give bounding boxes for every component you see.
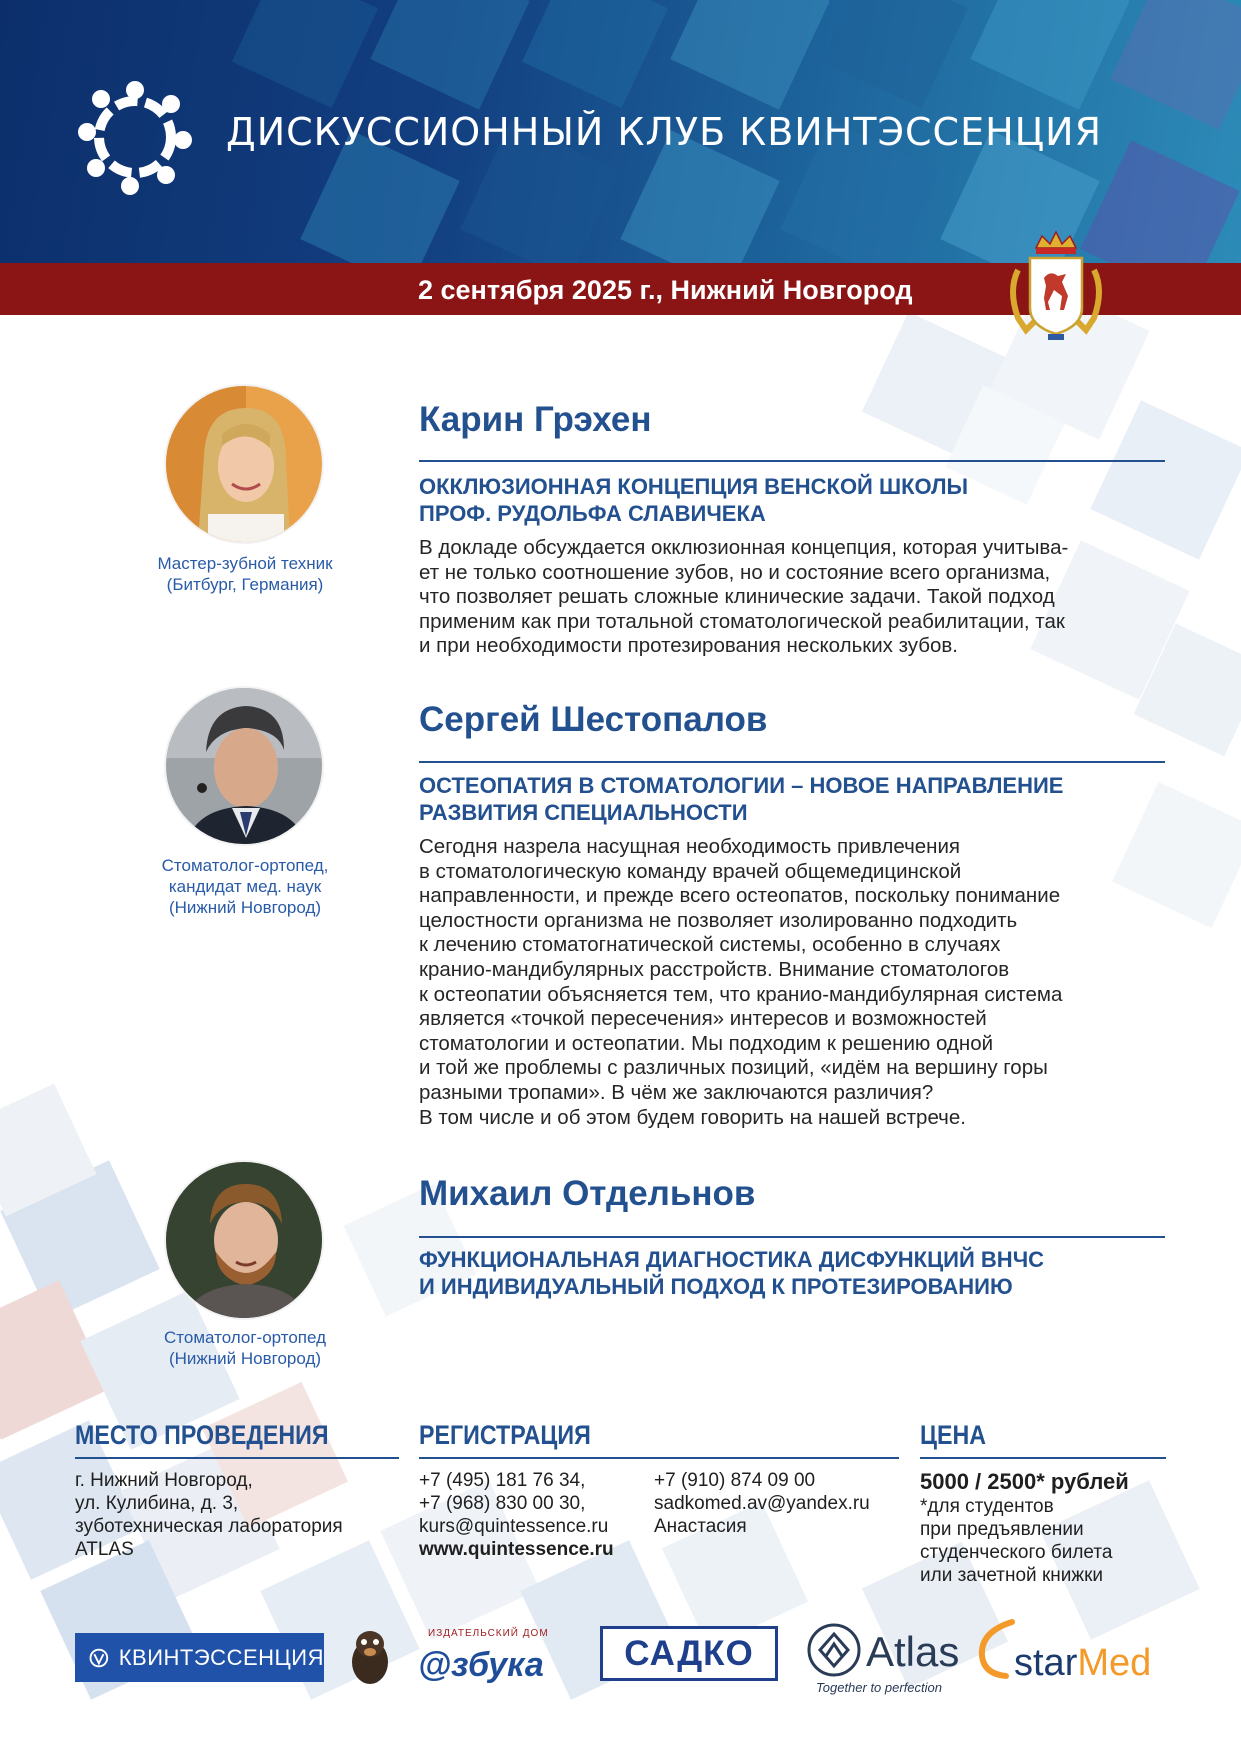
starmed-swoosh-icon xyxy=(972,1618,1020,1684)
price-divider xyxy=(920,1457,1166,1459)
talk-title-line: ФУНКЦИОНАЛЬНАЯ ДИАГНОСТИКА ДИСФУНКЦИЙ ВНЧС xyxy=(419,1247,1045,1272)
abstract-line: направленности, и прежде всего остеопатов, поскольку понимание xyxy=(419,884,1061,908)
speaker-role-line: (Нижний Новгород) xyxy=(168,898,322,917)
atlas-mark-icon xyxy=(806,1622,862,1678)
abstract-line: В докладе обсуждается окклюзионная концепция, которая учитыва- xyxy=(419,536,1069,559)
abstract-line: Сегодня назрела насущная необходимость привлечения xyxy=(419,835,961,858)
venue-line: зуботехническая лаборатория xyxy=(75,1516,343,1537)
speaker-role-2 xyxy=(120,855,370,918)
club-logo-icon xyxy=(74,76,196,198)
talk-title-line: ПРОФ. РУДОЛЬФА СЛАВИЧЕКА xyxy=(419,501,766,526)
speaker-name-1: Карин Грэхен xyxy=(419,400,652,439)
venue-line: г. Нижний Новгород, xyxy=(75,1470,253,1491)
speaker-divider-1 xyxy=(419,460,1165,462)
talk-title-line: РАЗВИТИЯ СПЕЦИАЛЬНОСТИ xyxy=(419,800,748,825)
starmed-star-text: star xyxy=(1014,1642,1078,1684)
abstract-line: что позволяет решать сложные клинические задачи. Такой подход xyxy=(419,585,1055,609)
venue-divider xyxy=(75,1457,399,1459)
speaker-role-line: Стоматолог-ортопед, xyxy=(161,856,329,875)
talk-title-line: И ИНДИВИДУАЛЬНЫЙ ПОДХОД К ПРОТЕЗИРОВАНИЮ xyxy=(419,1274,1013,1299)
price-details xyxy=(920,1469,1129,1587)
abstract-line: стоматологии и остеопатии. Мы подходим к решению одной xyxy=(419,1031,994,1055)
speaker-divider-2 xyxy=(419,761,1165,763)
abstract-line: к лечению стоматогнатической системы, особенно в случаях xyxy=(419,933,1001,957)
event-date-location: 2 сентября 2025 г., Нижний Новгород xyxy=(418,275,913,305)
quintessence-mark-icon xyxy=(89,1645,109,1671)
speaker-role-line: (Нижний Новгород) xyxy=(168,1349,322,1368)
starmed-logo-text xyxy=(1014,1642,1151,1685)
abstract-line: и той же проблемы с различных позиций, «идём на вершину горы xyxy=(419,1056,1048,1080)
club-title: ДИСКУССИОННЫЙ КЛУБ КВИНТЭССЕНЦИЯ xyxy=(226,110,1102,154)
venue-line: ул. Кулибина, д. 3, xyxy=(75,1493,239,1514)
talk-title-line: ОСТЕОПАТИЯ В СТОМАТОЛОГИИ – НОВОЕ НАПРАВЛЕНИЕ xyxy=(419,773,1064,798)
speaker-role-1 xyxy=(120,553,370,595)
header-banner xyxy=(0,0,1241,263)
abstract-line: ет не только соотношение зубов, но и состояние всего организма, xyxy=(419,560,1051,584)
atlas-logo xyxy=(804,1620,964,1696)
talk-title-line: ОККЛЮЗИОННАЯ КОНЦЕПЦИЯ ВЕНСКОЙ ШКОЛЫ xyxy=(419,474,969,499)
speaker-divider-3 xyxy=(419,1236,1165,1238)
contact-person: Анастасия xyxy=(654,1516,747,1537)
starmed-logo xyxy=(972,1618,1172,1684)
registration-contacts-2 xyxy=(654,1469,870,1538)
abstract-line: в стоматологическую команду врачей общемедицинской xyxy=(419,859,962,883)
speaker-photo-1 xyxy=(166,386,322,542)
registration-contacts-1 xyxy=(419,1469,614,1561)
talk-title-3 xyxy=(419,1246,1165,1300)
quintessence-logo xyxy=(75,1633,324,1682)
quintessence-logo-text: КВИНТЭССЕНЦИЯ xyxy=(118,1644,324,1670)
speaker-photo-2 xyxy=(166,688,322,844)
nizhny-novgorod-coat-of-arms-icon xyxy=(1006,230,1106,346)
speaker-role-line: (Битбург, Германия) xyxy=(166,575,324,594)
talk-title-1 xyxy=(419,473,1165,527)
price-amount: 5000 / 2500* рублей xyxy=(920,1469,1129,1494)
website-link[interactable]: www.quintessence.ru xyxy=(419,1539,614,1560)
speaker-role-line: Мастер-зубной техник xyxy=(157,554,333,573)
abstract-line: кранио-мандибулярных расстройств. Внимание стоматологов xyxy=(419,957,1010,981)
venue-line: ATLAS xyxy=(75,1539,134,1560)
atlas-tagline: Together to perfection xyxy=(816,1680,942,1695)
azbuka-logo xyxy=(340,1622,580,1692)
price-note-line: *для студентов xyxy=(920,1496,1054,1517)
abstract-line: разными тропами». В чём же заключаются различия? xyxy=(419,1080,934,1104)
speaker-name-3: Михаил Отдельнов xyxy=(419,1174,756,1213)
abstract-line: целостности организма не позволяет изолированно подходить xyxy=(419,908,1018,932)
atlas-logo-text: Atlas xyxy=(866,1628,960,1675)
sadko-logo: САДКО xyxy=(600,1626,778,1681)
speaker-role-3 xyxy=(120,1327,370,1369)
price-note-line: студенческого билета xyxy=(920,1542,1113,1563)
phone-number[interactable]: +7 (910) 874 09 00 xyxy=(654,1470,816,1491)
email-link[interactable]: sadkomed.av@yandex.ru xyxy=(654,1493,870,1514)
speaker-photo-3 xyxy=(166,1162,322,1318)
registration-divider xyxy=(419,1457,899,1459)
talk-title-2 xyxy=(419,772,1165,826)
email-link[interactable]: kurs@quintessence.ru xyxy=(419,1516,609,1537)
dog-mascot-icon xyxy=(340,1626,400,1688)
speaker-role-line: кандидат мед. наук xyxy=(168,877,322,896)
azbuka-logo-text: @збука xyxy=(418,1646,544,1684)
talk-abstract-2 xyxy=(419,835,1171,1130)
price-note-line: при предъявлении xyxy=(920,1519,1084,1540)
phone-number[interactable]: +7 (968) 830 00 30, xyxy=(419,1493,586,1514)
venue-address xyxy=(75,1469,343,1561)
price-note-line: или зачетной книжки xyxy=(920,1565,1103,1586)
abstract-line: и при необходимости протезирования нескольких зубов. xyxy=(419,634,958,658)
azbuka-publisher-label: ИЗДАТЕЛЬСКИЙ ДОМ xyxy=(428,1628,549,1639)
phone-number[interactable]: +7 (495) 181 76 34, xyxy=(419,1470,586,1491)
abstract-line: является «точкой пересечения» интересов и возможностей xyxy=(419,1007,987,1031)
starmed-med-text: Med xyxy=(1077,1642,1152,1684)
speaker-name-2: Сергей Шестопалов xyxy=(419,700,768,739)
price-heading: ЦЕНА xyxy=(920,1420,986,1450)
venue-heading: МЕСТО ПРОВЕДЕНИЯ xyxy=(75,1420,329,1450)
abstract-line: В том числе и об этом будем говорить на нашей встрече. xyxy=(419,1105,966,1129)
abstract-line: применим как при тотальной стоматологической реабилитации, так xyxy=(419,609,1065,633)
speaker-role-line: Стоматолог-ортопед xyxy=(164,1328,326,1347)
abstract-line: к остеопатии объясняется тем, что кранио-мандибулярная система xyxy=(419,982,1063,1006)
registration-heading: РЕГИСТРАЦИЯ xyxy=(419,1420,591,1450)
talk-abstract-1 xyxy=(419,536,1171,659)
